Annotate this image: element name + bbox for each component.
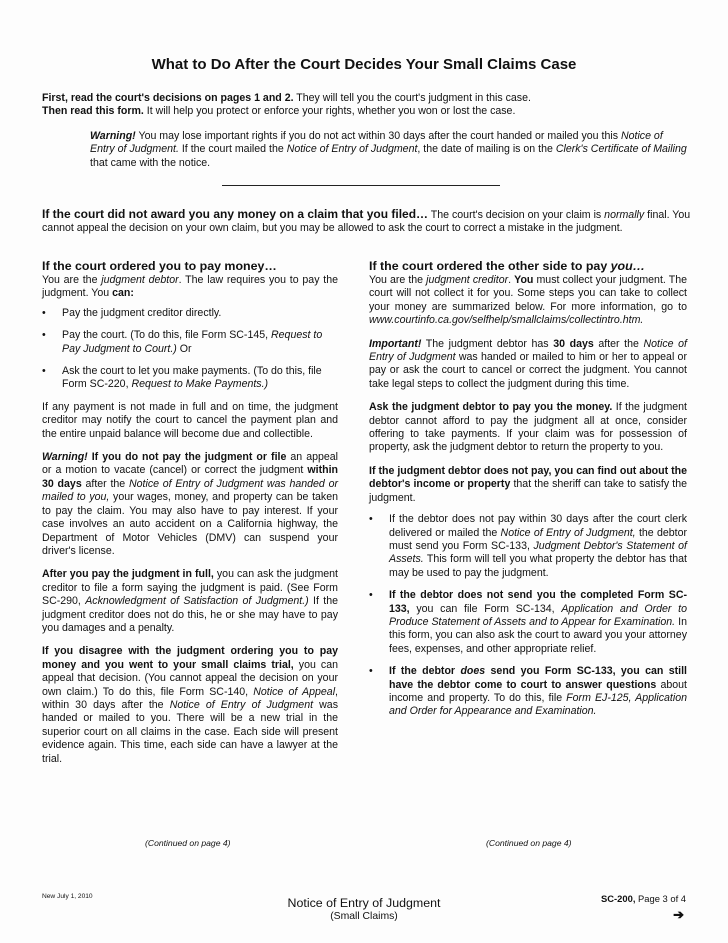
important-paragraph: Important! The judgment debtor has 30 days after the Notice of Entry of Judgment was handed or mailed to him or her to appeal or pay or ask the court to cancel or correct the judgment. You cannot take legal steps to collect the judgment during this time. [369, 337, 687, 390]
no-award-section: If the court did not award you any money on a claim that you filed… The court's decision on your claim is normally final. You cannot appeal the decision on your own claim, but you may be allowed to ask the court to correct a mistake in the judgment. [42, 207, 691, 235]
right-continued-note: (Continued on page 4) [486, 838, 572, 848]
debtor-intro: You are the judgment debtor. The law requires you to pay the judgment. You can: [42, 274, 338, 300]
paid-in-full-paragraph: After you pay the judgment in full, you can ask the judgment creditor to file a form saying the judgment is paid. (See Form SC-290, Acknowledgment of Satisfaction of Judgment.) If the judgment creditor does not do this, he or she may have to pay you damages and a penalty. [42, 568, 339, 634]
find-assets-paragraph: If the judgment debtor does not pay, you can find out about the debtor's income or property that the sheriff can take to satisfy the judgment. [369, 464, 687, 504]
payment-options-list [42, 307, 338, 392]
ask-debtor-paragraph: Ask the judgment debtor to pay you the money. If the judgment debtor cannot afford to pay the judgment all at once, consider offering to take payments. If your claim was for possession of property, ask the judgment debtor to return the property to you. [369, 401, 687, 454]
collection-steps-list [369, 513, 687, 719]
bullet-icon: • [369, 589, 373, 602]
left-continued-note: (Continued on page 4) [145, 838, 231, 848]
payment-plan-paragraph: If any payment is not made in full and on time, the judgment creditor may notify the court to cancel the payment plan and the entire unpaid balance will become due and collectible. [42, 400, 338, 440]
divider [222, 185, 500, 186]
right-heading: If the court ordered the other side to pay you… [369, 259, 646, 273]
warning-paragraph: Warning! If you do not pay the judgment or file an appeal or a motion to vacate (cancel) or correct the judgment within 30 days after the Notice of Entry of Judgment was handed or mailed to you, your wages, money, and property can be taken to pay the claim. You may also have to pay interest. If your case involves an auto accident on a California highway, the Department of Motor Vehicles (DMV) can suspend your driver's license. [42, 451, 339, 557]
list-item: • Pay the court. (To do this, file Form SC-145, Request to Pay Judgment to Court.) Or [42, 329, 323, 355]
appeal-paragraph: If you disagree with the judgment ordering you to pay money and you went to your small claims trial, you can appeal that decision. (You cannot appeal the decision on your own claim.) To do this, file Form SC-140, Notice of Appeal, within 30 days after the Notice of Entry of Judgment was handed or mailed to you. There will be a new trial in the superior court on all claims in the case. Each side will present evidence again. This time, each side can have a lawyer at the trial. [42, 645, 338, 765]
left-column [42, 259, 338, 766]
bullet-icon: • [42, 306, 46, 319]
form-title: Notice of Entry of Judgment [287, 896, 441, 910]
list-item: • If the debtor does not pay within 30 days after the court clerk delivered or mailed the Notice of Entry of Judgment, the debtor must send you Form SC-133, Judgment Debtor's Statement of Assets. This form will tell you what property the debtor has that may be used to pay the judgment. [369, 513, 688, 579]
next-page-arrow-icon: ➔ [673, 907, 684, 922]
form-subtitle: (Small Claims) [330, 911, 398, 922]
list-item: • Ask the court to let you make payments. (To do this, file Form SC-220, Request to Make Payments.) [42, 365, 322, 391]
list-item: • If the debtor does send you Form SC-133, you can still have the debtor come to court to answer questions about income and property. To do this, file Form EJ-125, Application and Order for Appearance and Examination. [369, 665, 687, 718]
bullet-icon: • [42, 365, 46, 378]
page-title: What to Do After the Court Decides Your Small Claims Case [151, 56, 577, 73]
list-item: • If the debtor does not send you the completed Form SC-133, you can file Form SC-134, Application and Order to Produce Statement of Assets and to Appear for Examination. In this form, you can also ask the court to award you your attorney fees, expenses, and other appropriate relief. [369, 589, 688, 655]
warning-notice: Warning! You may lose important rights if you do not act within 30 days after the court handed or mailed you this Notice of Entry of Judgment. If the court mailed the Notice of Entry of Judgment, the date of mailing is on the Clerk's Certificate of Mailing that came with the notice. [90, 130, 687, 169]
bullet-icon: • [369, 513, 373, 526]
left-heading: If the court ordered you to pay money… [42, 259, 277, 273]
page-number: SC-200, Page 3 of 4 [601, 893, 686, 904]
list-item: • Pay the judgment creditor directly. [42, 306, 222, 319]
bullet-icon: • [369, 665, 373, 678]
revision-date: New July 1, 2010 [42, 893, 93, 900]
right-column [369, 259, 687, 728]
no-award-heading: If the court did not award you any money on a claim that you filed… [42, 207, 429, 221]
intro-paragraph: First, read the court's decisions on pages 1 and 2. They will tell you the court's judgment in this case. Then read this form. It will help you protect or enforce your rights, whether you won or lost the case. [42, 92, 531, 118]
bullet-icon: • [42, 329, 46, 342]
creditor-intro: You are the judgment creditor. You must collect your judgment. The court will not collect it for you. Some steps you can take to collect your money are summarized below. For more information, go to www.courtinfo.ca.gov/selfhelp/smallclaims/collectintro.htm. [369, 274, 687, 327]
